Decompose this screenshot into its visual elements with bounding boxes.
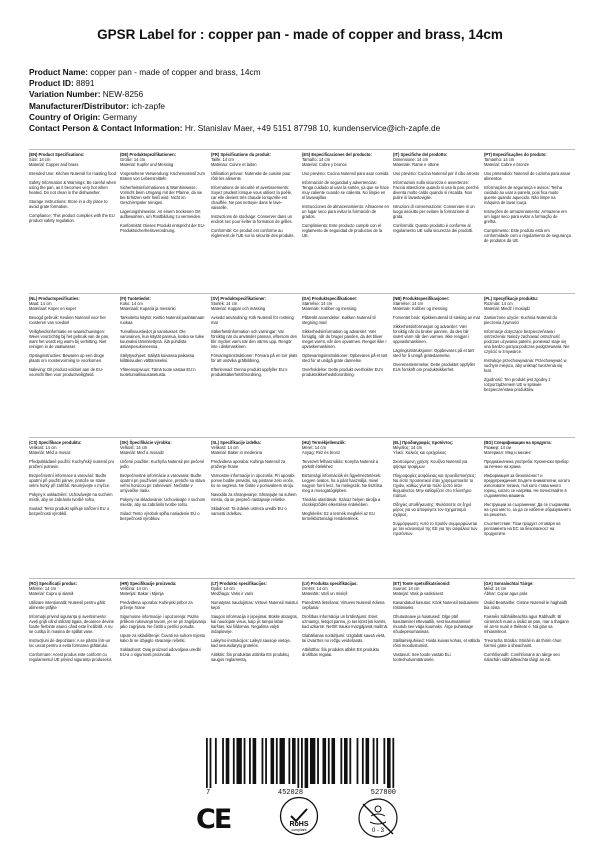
spec-paragraph: Glabāšanas norādījumi: Uzglabāt sausā vietā, lai izvairītos no režģu veidošanās.	[302, 633, 386, 643]
header-label: Product Name:	[29, 67, 89, 77]
barcode-bar	[366, 738, 370, 784]
spec-heading: (GA) Sonraíochtaí Táirge:	[484, 581, 534, 586]
spec-paragraph: Uso previsto: Cocina Nutensil para asar comida	[302, 171, 389, 176]
certification-icons	[0, 796, 600, 846]
spec-heading: (SL) Specifikacije izdelka:	[211, 440, 262, 445]
spec-paragraph: Предназначена употреба: Кухненски прибор за печене на храна	[484, 459, 569, 469]
barcode-bar	[349, 738, 351, 784]
spec-paragraph: Skladnost: Ta izdelek ustreza uredbi EU o varnosti izdelkov.	[211, 506, 287, 516]
spec-paragraph: Cumprimento: Este produto está em conformidade com o regulamento de segurança de produtos da UE.	[484, 228, 571, 243]
header-value: Germany	[102, 111, 137, 122]
spec-paragraph: Säkerhetsinformation och varningar: Var försiktig när du använder pannan, eftersom den blir mycket varm när den värms upp. Rengör inte i diskmaskinen.	[211, 329, 298, 349]
spec-section	[484, 149, 575, 293]
spec-paragraph: Overholdelse: Dette produkt overholder EU's produktsikkerhedsforordning.	[302, 367, 384, 377]
barcode-digit-left: 452028	[277, 789, 304, 797]
barcode-bar	[279, 738, 284, 784]
spec-paragraph: Biztonsági információk és figyelmeztetések: Legyen óvatos, ha a pánt használja, mivel nagyon forró lesz, ha melegszik. Ne tisztítsa meg a mosogatógépben.	[302, 473, 383, 493]
spec-paragraph: Utilisation prévue: Nutensile de cuisine pour rôtir les aliments	[211, 171, 291, 181]
spec-paragraph: Avsedd användning: Kök Nutensil för rostning mat	[211, 315, 294, 325]
spec-paragraph: Uso pretendido: Nutensil de cozinha para assar alimentos	[484, 171, 571, 181]
spec-paragraph: Ohutusteave ja hoiatused: Olge pärl kasutamisel ettevaatlik, sest kuumutamisel muutub see väga kuumaks. Ärge puhastage nõudepesumasinas.	[393, 614, 474, 634]
barcode-bar	[210, 738, 212, 788]
spec-paragraph: Sicherheitsinformationen & Warnhinweise: Vorsicht beim Umgang mit der Pfanne, da sie bei Erhitzen sehr heiß wird. Nicht im Geschirrspüler reinigen.	[120, 185, 203, 205]
spec-paragraph: Velikost: 14 cm Material: Baker in medenina	[211, 445, 262, 455]
barcode-bar	[244, 738, 246, 784]
spec-paragraph: Informations de sécurité et avertissements: Soyez prudent lorsque vous utilisez la poêle, car elle devient très chaude lorsqu'elle est chauffée. Ne pas nettoyer dans le lave-vaisselle.	[211, 185, 293, 210]
spec-paragraph: Tamanho: 14 cm Material: Cobre e bronze	[484, 157, 530, 167]
barcode-bar	[222, 738, 224, 784]
barcode-bar	[233, 738, 235, 784]
spec-paragraph: Dydis: 14 cm Medžiaga: Varis ir varis	[211, 586, 254, 596]
spec-section	[211, 293, 302, 437]
spec-heading: (NL) Productspecificaties:	[29, 296, 80, 301]
spec-paragraph: Predvidena uporaba: Kuhinja Nutensil za praženje hrane	[211, 459, 286, 469]
spec-paragraph: Информация за безопасност и предупреждения: Бъдете внимателни, когато използвате тигана, тъй като става много горещ, когато се нагрява. Не почиствайте в съдомиялна машина.	[484, 473, 571, 498]
spec-paragraph: Veľkosť: 14 cm Materiál: Meď a mosadz	[120, 445, 164, 455]
spec-paragraph: Förvaringsinstruktioner: Förvara på en torr plats för att undvika grälbildning.	[211, 353, 298, 363]
spec-paragraph: Sukladnost: Ovaj proizvod udovoljava uredbi EU-a o sigurnosti proizvoda.	[120, 647, 201, 657]
spec-paragraph: Størrelse: 14 cm Materiale: Kobber og messing	[393, 301, 448, 311]
spec-paragraph: Utilizare intenționată: Nutensil pentru gătit alimente prăjite	[29, 600, 105, 610]
header-row	[29, 123, 589, 134]
spec-paragraph: Πληροφορίες ασφάλειας και προειδοποιήσεις: Να είστε προσεκτικοί όταν χρησιμοποιείτε το τηγάνι, καθώς γίνεται πολύ ζεστό όταν θερμαίνεται. Μην καθαρίζετε στο πλυντήριο πιάτων.	[393, 473, 476, 498]
spec-heading: (CS) Specifikace produktu:	[29, 440, 82, 445]
spec-paragraph: Maat: 14 cm Materiaal: Koper en koper	[29, 301, 77, 311]
ce-mark-icon: CE	[196, 804, 231, 835]
spec-paragraph: Instrucciones de almacenamiento: Almacene en un lugar seco para evitar la formación de grados.	[302, 204, 389, 219]
barcode-bar	[262, 738, 264, 784]
barcode-digit-right: 527800	[370, 789, 396, 797]
spec-paragraph: Tarkoitettu käyttö: Keittiö Nutensil paahtamaan ruokaa	[120, 315, 205, 325]
header-label: Product ID:	[29, 78, 74, 89]
spec-paragraph: Cumplimiento: Este producto cumple con el reglamento de seguridad de productos de la UE.	[302, 223, 383, 238]
spec-paragraph: Intended Use: Kitchen Nutensil for roasting food	[29, 171, 116, 176]
header-label: Manufacturer/Distributor:	[29, 100, 130, 111]
header-value: 8891	[76, 78, 95, 89]
product-header	[29, 67, 589, 134]
spec-paragraph: Pokyny k uskladnění: Uchovávejte na suchém místě, aby se zabránilo tvorbě roštu.	[29, 492, 113, 502]
spec-paragraph: Συμμόρφωση: Αυτό το προϊόν συμμορφώνεται με τον κανονισμό της ΕΕ για την ασφάλεια των προϊόντων.	[393, 521, 478, 536]
spec-paragraph: Bezpečnostné informácie a varovania: Buďte opatrní pri používaní panvice, pretože sa stáva veľmi horúcou pri zahrievaní. Nečistite v umývačke riadu.	[120, 473, 205, 493]
spec-heading: (RO) Specificații produs:	[29, 581, 77, 586]
spec-paragraph: Tervezett felhasználás: Konyha Nutensil a pörkölt ételekhez	[302, 459, 379, 469]
spec-paragraph: Předpokládané použití: Kuchyňský nutensil pro pražení potravin	[29, 459, 115, 469]
spec-paragraph: Storlek: 14 cm Material: Koppar och mässing	[211, 301, 266, 311]
spec-section	[302, 578, 393, 722]
spec-paragraph: Atbilstība: Šis produkts atbilst ES produktu drošības regulai.	[302, 647, 380, 657]
header-value: copper pan - made of copper and brass, 14cm	[90, 67, 261, 77]
spec-paragraph: Velikost: 14 cm Materiál: Měď a mosaz	[29, 445, 71, 455]
barcode-bar	[323, 738, 327, 784]
spec-paragraph: Σκοπούμενη χρήση: Κουζίνα Nutensil για ψήσιμο τροφίμων	[393, 459, 468, 469]
spec-paragraph: Съответствие: Този продукт отговаря на регламента на ЕС за безопасност на продуктите.	[484, 521, 561, 536]
spec-paragraph: Turvallisuustiedot ja varoitukset: Ole varovainen, kun käytät pannua, koska se tulee kuumaksi lämmitettynä. Älä puhdista astianpesukoneessa.	[120, 329, 205, 349]
barcode	[206, 738, 396, 788]
spec-paragraph: Naleving: Dit product voldoet aan de EU-voorschriften voor productveiligheid.	[29, 367, 104, 377]
spec-section	[302, 149, 393, 293]
spec-paragraph: Určené použitie: Kuchyňa Nutensil pre pečené jedlo	[120, 459, 205, 469]
spec-paragraph: Μέγεθος: 14 cm Υλικό: Χαλκός και ορείχαλκος	[393, 445, 447, 455]
spec-paragraph: Forventet bruk: Kjøkkenutensil til steking av mat	[393, 315, 480, 320]
barcode-bar	[357, 738, 359, 784]
spec-paragraph: Comhlíonadh: Comhlíonann an táirge seo rialachán sábháilteachta táirgí an AE.	[484, 652, 560, 662]
spec-paragraph: Taille: 14 cm Matériau: Cuivre et laiton	[211, 157, 257, 167]
header-value: ich-zapfe	[131, 100, 166, 111]
spec-paragraph: Koko: 14 cm Materiaali: Kuparia ja messinki	[120, 301, 176, 311]
spec-section	[211, 149, 302, 293]
spec-paragraph: Soulad: Tento produkt splňuje nařízení EU o bezpečnosti výrobků.	[29, 506, 110, 516]
barcode-bar	[265, 738, 267, 784]
spec-heading: (NB) Produktspesifikasjoner:	[393, 296, 450, 301]
spec-paragraph: Overensstemmelse: Dette produktet oppfyller EUs forskrift om produktsikkerhet.	[393, 362, 476, 372]
spec-paragraph: Yhteensopivuus: Tämä tuote vastaa EU:n tuoteturvallisuusasetusta.	[120, 367, 196, 377]
barcode-bar	[387, 738, 391, 788]
spec-paragraph: Säilytysohjeet: Säilytä kuivassa paikassa kiiltäisuuden välttämiseksi.	[120, 353, 195, 363]
spec-heading: (FR) Spécifications du produit:	[211, 152, 271, 157]
spec-heading: (FI) Tuotetiedot:	[120, 296, 151, 301]
barcode-digit-prefix: 7	[206, 789, 211, 797]
spec-paragraph: Vorgesehene Verwendung: Küchenutensil zum Braten von Lebensmitteln	[120, 171, 205, 181]
spec-paragraph: Izmērs: 14 cm Materiāls: Varš un misiņš	[302, 586, 348, 596]
spec-heading: (HR) Specifikacije proizvoda:	[120, 581, 177, 586]
spec-section	[120, 437, 211, 578]
spec-paragraph: Saugos informacija ir įspėjimai: Būkite atsargūs, kai naudojate visus, kaip jis tampa labai karštas, kai šildomas. Negalima valyti indaplovėje.	[211, 614, 298, 634]
barcode-bar	[344, 738, 348, 784]
barcode-bar	[288, 738, 290, 784]
spec-paragraph: Instructions de stockage: Conserver dans un endroit sec pour éviter la formation de grilles.	[211, 214, 293, 224]
barcode-bar	[331, 738, 335, 784]
spec-heading: (LV) Produkta specifikācijas:	[302, 581, 358, 586]
spec-paragraph: Lagerungshinweise: An einem trockenen Ort aufbewahren, um Rostbildung zu vermeiden.	[120, 209, 202, 219]
barcode-bar	[276, 738, 278, 784]
spec-section	[29, 149, 120, 293]
spec-paragraph: Safety Information & Warnings: Be careful when using the pan, as it becomes very hot when heated. Do not clean in the dishwasher.	[29, 180, 116, 195]
spec-paragraph: Información de seguridad y advertencias: Tenga cuidado al usar la sartén, ya que se hace muy caliente cuando se calienta. No limpie en el lavavajillas.	[302, 180, 389, 200]
spec-paragraph: Conformare: Acest produs este conform cu regulamentul UE privind siguranța produselor.	[29, 652, 113, 662]
barcode-bar	[376, 738, 378, 784]
spec-heading: (EL) Προδιαγραφές προϊόντος:	[393, 440, 454, 445]
spec-section	[211, 437, 302, 578]
barcode-bar	[392, 738, 394, 788]
spec-paragraph: Mărime: 14 cm Material: Cupru și alamă	[29, 586, 74, 596]
spec-heading: (ES) Especificaciones del producto:	[302, 152, 372, 157]
spec-paragraph: Tamaño: 14 cm Material: Cobre y bronce	[302, 157, 347, 167]
spec-paragraph: Méid: 14 cm Ábhar: Copar agus prás	[484, 586, 528, 596]
spec-heading: (ET) Toote spetsifikatsioonid:	[393, 581, 451, 586]
spec-paragraph: Upute za skladištenje: Čuvati na suhom mjestu kako bi se izbjeglo stvaranje rešetki.	[120, 633, 206, 643]
spec-section	[484, 437, 575, 578]
spec-heading: (SV) Produktspecifikationer:	[211, 296, 267, 301]
spec-paragraph: Kavandatud kasutus: Köök Nutensil toiduainete röstimiseks	[393, 600, 479, 610]
spec-paragraph: Storage Instructions: Store in a dry place to avoid grate formation.	[29, 199, 108, 209]
spec-paragraph: Größe: 14 cm Material: Kupfer und Messing	[120, 157, 174, 167]
spec-paragraph: Informații privind siguranța și avertismente: Aveți grijă când utilizați tigaia, deoarece devine foarte fierbinte atunci când este încălzită. A nu se curăța în mașina de spălat vase.	[29, 614, 115, 634]
barcode-bar	[253, 738, 257, 784]
spec-section	[211, 578, 302, 722]
spec-paragraph: Säilitamisjuhised: Hoida kuivas kohas, et vältida rõsti moodustumist.	[393, 638, 480, 648]
spec-paragraph: Conformité: Ce produit est conforme au règlement de l'UE sur la sécurité des produits.	[211, 228, 295, 238]
spec-paragraph: Laikymo instrukcijos: Laikyti sausoje vietoje, kad nesusidarytų grotelės.	[211, 638, 291, 648]
spec-paragraph: Uso previsto: Cucina Nutensil per il cibo arrosto	[393, 171, 480, 176]
barcode-bar	[249, 738, 251, 784]
spec-paragraph: Dimensione: 14 cm Materiale: Rame e ottone	[393, 157, 439, 167]
header-value: Hr. Stanislav Maer, +49 5151 87798 10, kundenservice@ich-zapfe.de	[184, 123, 441, 134]
spec-paragraph: Opbevaringsinstruktioner: Opbevares på et tørt sted for at undgå grate dannelse.	[302, 353, 388, 363]
rohs-sub: compliant	[291, 828, 307, 832]
spec-paragraph: Informazioni sulla sicurezza e avvertenze: Faccia attenzione quando si usa la pan, perché diventa molto caldo quando si riscalda. Non pulire in lavastoviglie.	[393, 180, 479, 200]
spec-paragraph: Zamierzone użycie: Kuchnia Nutensil do pieczenia żywności	[484, 315, 558, 325]
header-label: Variation Number:	[29, 89, 101, 100]
spec-paragraph: Beoogd gebruik: Keuken Nutensil voor het roosteren van voedsel	[29, 315, 106, 325]
spec-section	[393, 437, 484, 578]
spec-paragraph: Suurus: 14 cm Materjal: Vask ja vasksisest	[393, 586, 443, 596]
spec-heading: (EN) Product Specifications:	[29, 152, 85, 157]
spec-paragraph: Vastavus: See toode vastab ELi tooteohutusmäärusele.	[393, 652, 451, 662]
spec-section	[484, 293, 575, 437]
spec-section	[120, 149, 211, 293]
barcode-bar	[328, 738, 330, 784]
spec-paragraph: Navodila za shranjevanje: Shranjujte na suhem mestu, da se prepreči nastajanje rešetke.	[211, 492, 297, 502]
spec-paragraph: Efterlevnad: Denna produkt uppfyller EU:s produktsäkerhetsförordning.	[211, 367, 288, 377]
spec-paragraph: Sikkerhedsinformation og advarsler: Vær forsigtig, når du bruger panden, da det bliver meget varmt, når den opvarmes. Rengør ikke i opvaskemaskinen.	[302, 329, 387, 349]
spec-section	[120, 293, 211, 437]
spec-paragraph: Instrucțiuni de depozitare: A se păstra într-un loc uscat pentru a evita formarea grătarului.	[29, 638, 111, 648]
specifications-grid	[29, 149, 575, 722]
header-row	[29, 78, 589, 89]
spec-section	[393, 293, 484, 437]
barcode-bar	[362, 738, 364, 784]
spec-paragraph: Размер: 14 см Материал: Мед и месинг	[484, 445, 532, 455]
barcode-bar	[373, 738, 375, 784]
header-label: Country of Origin:	[29, 111, 101, 122]
spec-paragraph: Zgodność: Ten produkt jest zgodny z rozporządzeniem UE w sprawie bezpieczeństwa produktów.	[484, 377, 551, 392]
spec-paragraph: Veličina: 14 cm Materijal: Bakar i Mjenja	[120, 586, 164, 596]
spec-paragraph: Treoracha Stórála: Stóráil in áit thirim chun foirmiú grate a sheachaint.	[484, 638, 562, 648]
spec-paragraph: Påtænkt anvendelse: Køkken Nutensil til stegning mad	[302, 315, 376, 325]
barcode-bar	[215, 738, 217, 784]
spec-paragraph: Istruzioni di conservazione: Conservare in un luogo asciutto per evitare la formazione di grata.	[393, 204, 475, 219]
barcode-bar	[226, 738, 230, 784]
barcode-bar	[301, 738, 303, 788]
spec-section	[29, 293, 120, 437]
spec-heading: (BG) Спецификации на продукта:	[484, 440, 552, 445]
spec-paragraph: Pokyny na skladovanie: Uchovávajte v suchom mieste, aby sa zabránilo tvorbe roštu.	[120, 497, 206, 507]
spec-paragraph: Tárolási utasítások: Száraz helyen tárolja a rácsképződés elkerülése érdekében.	[302, 497, 381, 507]
header-row	[29, 89, 589, 100]
spec-paragraph: Predviđena uporaba: Kuhinjski pribor za prženje hrane	[120, 600, 193, 610]
spec-paragraph: Súlad: Tento výrobok spĺňa nariadenie EÚ o bezpečnosti výrobkov.	[120, 511, 200, 521]
rohs-icon	[279, 796, 319, 836]
spec-paragraph: Varnostne informacije in opozorila: Pri uporabi ponve bodite previdni, saj postane zelo vroče, ko se segreva. Ne čistite v pomivalnem stroju.	[211, 473, 295, 488]
spec-heading: (DA) Produktspecifikationer:	[302, 296, 358, 301]
barcode-bar	[206, 738, 208, 788]
spec-paragraph: Paredzētā lietošana: Virtuves Nutensil ēdiena cepšanai	[302, 600, 385, 610]
spec-paragraph: Atitiktis: Šis produktas atitinka ES produktų saugos reglamentą.	[211, 652, 289, 662]
spec-paragraph: Rozmiar: 14 cm Materiał: Miedź i mosiądz	[484, 301, 531, 311]
spec-paragraph: Bezpečnostní informace a varování: Buďte opatrní při použití pánve, protože se stane velmi horký při zahřátí. Neumývejte v myčce.	[29, 473, 111, 488]
header-row	[29, 101, 589, 112]
spec-heading: (PL) Specyfikacje produktu:	[484, 296, 539, 301]
barcode-bar	[310, 738, 315, 784]
spec-heading: (HU) Termékjellemzők:	[302, 440, 346, 445]
spec-section	[302, 437, 393, 578]
spec-paragraph: Størrelse: 14 cm Materiale: Kobber og messing	[302, 301, 357, 311]
rohs-label: RoHS	[289, 821, 309, 828]
spec-paragraph: Megfelelés: Ez a termék megfelel az EU termékbiztonsági rendeletének.	[302, 511, 375, 521]
spec-paragraph: Instrukcje przechowywania: Przechowywać w suchym miejscu, aby uniknąć tworzenia się krat.	[484, 358, 567, 373]
spec-paragraph: Méret: 14 cm Anyag: Réz és bronz	[302, 445, 341, 455]
spec-section	[484, 578, 575, 722]
spec-paragraph: Instruções de armazenamento: Armazene em um lugar seco para evitar a formação de grelha.	[484, 209, 567, 224]
spec-paragraph: Informacje dotyczące bezpieczeństwa i ostrzeżenia: Należy zachować ostrożność podczas używania patelni, ponieważ staje się ona bardzo gorąca podczas podgrzewania. Nie czyścić w zmywarce.	[484, 329, 570, 354]
barcode-bar	[297, 738, 299, 788]
header-value: NEW-8256	[102, 89, 144, 100]
header-row	[29, 67, 589, 78]
recycle-icon	[357, 796, 399, 840]
spec-paragraph: Sigurnosne informacije i upozorenja: Pazite prilikom rukovanja tavom, jer se pri zagrijavanju jako zagrijava. Ne čistiti u perilici posuđa.	[120, 614, 207, 629]
spec-paragraph: Conformità: Questo prodotto è conforme al regolamento UE sulla sicurezza dei prodotti.	[393, 223, 474, 233]
spec-paragraph: Informações de segurança e avisos: Tenha cuidado ao usar a panela, pois fica muito quente quando aquecido. Não limpe na máquina de lavar louça.	[484, 185, 562, 205]
spec-heading: (PT) Especificações do produto:	[484, 152, 547, 157]
barcode-bar	[305, 738, 309, 788]
spec-paragraph: Faisnéis Sábháilteachta agus Rabhadh: Bí cúramach nuair a úsáid an pan, mar a thagann sé an-te nuair a théitear é. Ná glan sa mhiasniteoir.	[484, 614, 569, 634]
spec-paragraph: Konformität: Dieses Produkt entspricht der EU-Produktsicherheitsverordnung.	[120, 223, 206, 233]
spec-paragraph: Lagringsinstruksjoner: Oppbevares på et tørt sted for å unngå gratedannelse.	[393, 348, 475, 358]
spec-heading: (DE) Produktspezifikationen:	[120, 152, 176, 157]
spec-paragraph: Οδηγίες αποθήκευσης: Φυλάσσετε σε ξηρό μέρος για να αποφύγετε τον σχηματισμό σχάρας.	[393, 502, 472, 517]
recycle-label: 0 - 3	[371, 828, 385, 834]
spec-section	[302, 293, 393, 437]
header-row	[29, 112, 589, 123]
spec-section	[29, 578, 120, 722]
spec-section	[393, 149, 484, 293]
spec-section	[393, 578, 484, 722]
header-label: Contact Person & Contact Information:	[29, 123, 183, 134]
spec-heading: (LT) Produkto specifikacijos:	[211, 581, 267, 586]
barcode-bar	[236, 738, 241, 784]
barcode-bar	[292, 738, 296, 784]
spec-paragraph: Size: 14 cm Material: Copper and brass	[29, 157, 79, 167]
spec-paragraph: Sikkerhetsinformasjon og advarsler: Vær forsiktig når du bruker pannen, da den blir svært varm når den varmes. Ikke rengjør i oppvaskmaskinen.	[393, 324, 469, 344]
spec-heading: (SK) Špecifikácie výrobku:	[120, 440, 172, 445]
spec-paragraph: Numatytas naudojimas: Virtuvė Nutensil maistui kepti	[211, 600, 298, 610]
barcode-bar	[271, 738, 275, 784]
spec-section	[29, 437, 120, 578]
spec-paragraph: Úsáid Beartaithe: Cistine Nutensil le haghaidh bia rósta	[484, 600, 568, 610]
spec-paragraph: Veiligheidsinformatie en waarschuwingen: Wees voorzichtig bij het gebruik van de pan, want het wordt erg warm bij verhitting. Niet reinigen in de vaatwasser.	[29, 329, 110, 349]
barcode-bar	[383, 738, 385, 784]
spec-heading: (IT) Specifiche del prodotto:	[393, 152, 448, 157]
spec-paragraph: Compliance: This product complies with the EU product safety regulation.	[29, 213, 115, 223]
spec-paragraph: Инструкции за съхранение: Да се съхранява на сухо място, за да се избегне образуването на решетка.	[484, 502, 571, 517]
spec-section	[120, 578, 211, 722]
barcode-bar	[340, 738, 342, 784]
spec-paragraph: Opslaginstructies: Bewaren op een droge plaats om roostervorming te voorkomen.	[29, 353, 105, 363]
barcode-bar	[317, 738, 319, 784]
spec-paragraph: Drošības informācija un brīdinājumi: Esiet uzmanīgi, lietojot pannu, jo tas kļūst ļoti karsts, kad uzkarsē. Netīrīt trauku mazgājamā mašīnā.	[302, 614, 389, 629]
page-title: GPSR Label for : copper pan - made of copper and brass, 14cm	[97, 27, 503, 42]
